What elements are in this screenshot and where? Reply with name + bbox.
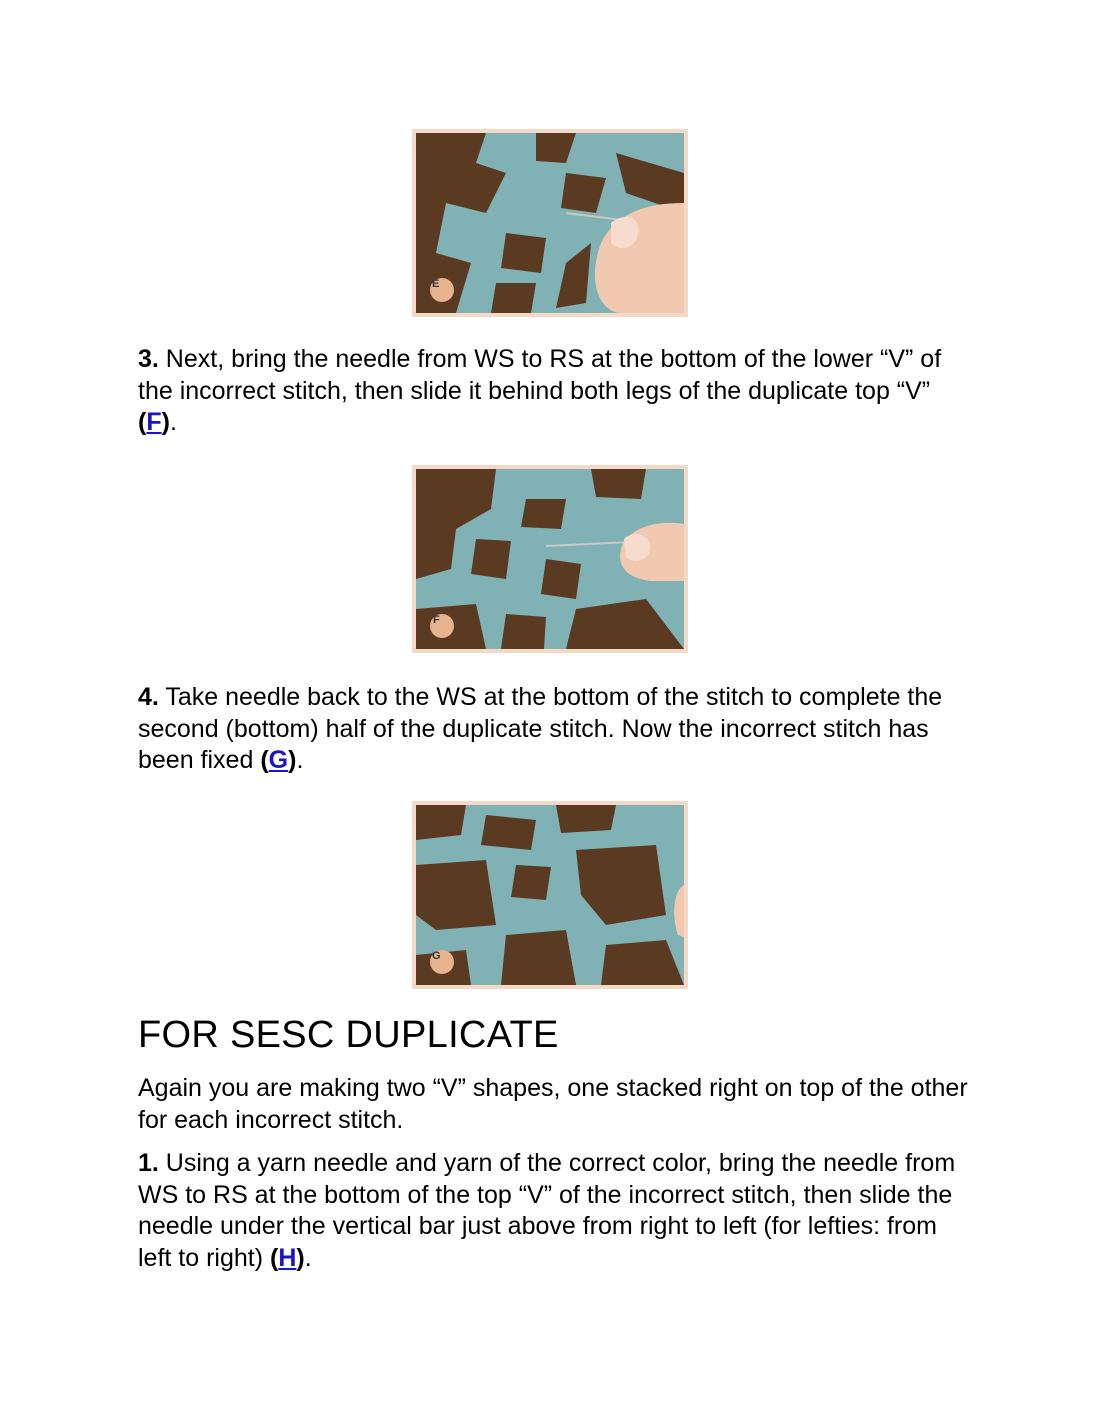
photo-f (412, 465, 688, 653)
step-3-text: Next, bring the needle from WS to RS at the bottom of the lower “V” of the incorrect stitch, then slide it behind both legs of the duplicate top “V” (138, 345, 942, 405)
step-1-paren-open: ( (270, 1243, 279, 1272)
photo-label-e: E (432, 278, 440, 290)
figure-g-link[interactable]: G (268, 746, 289, 774)
crochet-photo-f (416, 469, 684, 649)
figure-f-link[interactable]: F (146, 408, 162, 436)
section-heading: FOR SESC DUPLICATE (138, 1014, 559, 1056)
step-1-paren-close: ) (296, 1243, 305, 1272)
step-4-text: Take needle back to the WS at the bottom of the stitch to complete the second (bottom) half of the duplicate stitch. Now the incorrect stitch has been fixed (138, 683, 943, 774)
step-1-end: . (304, 1243, 312, 1272)
step-4-number: 4. (138, 683, 159, 711)
photo-e (412, 129, 688, 317)
step-3-number: 3. (138, 345, 159, 373)
step-1-number: 1. (138, 1149, 159, 1177)
step-4-paren-open: ( (260, 746, 269, 774)
crochet-photo-e (416, 133, 684, 313)
crochet-photo-g (416, 805, 684, 985)
step-1-text: Using a yarn needle and yarn of the correct color, bring the needle from WS to RS at the bottom of the top “V” of the incorrect stitch, then slide the needle under the vertical bar just above from right to left (for lefties: from left to right) (138, 1149, 956, 1272)
step-4-paragraph (138, 682, 968, 777)
step-4-end: . (296, 746, 304, 774)
step-3-end: . (169, 408, 177, 436)
step-4-paren-close: ) (288, 746, 297, 774)
photo-label-f: F (433, 614, 440, 626)
photo-label-g: G (432, 950, 441, 962)
photo-g (412, 801, 688, 989)
step-3-paren-close: ) (161, 408, 170, 436)
step-3-paragraph (138, 344, 968, 439)
step-1-paragraph (138, 1148, 968, 1274)
intro-paragraph: Again you are making two “V” shapes, one stacked right on top of the other for each incorrect stitch. (138, 1074, 968, 1134)
step-3-paren-open: ( (138, 408, 147, 436)
figure-h-link[interactable]: H (278, 1243, 297, 1272)
